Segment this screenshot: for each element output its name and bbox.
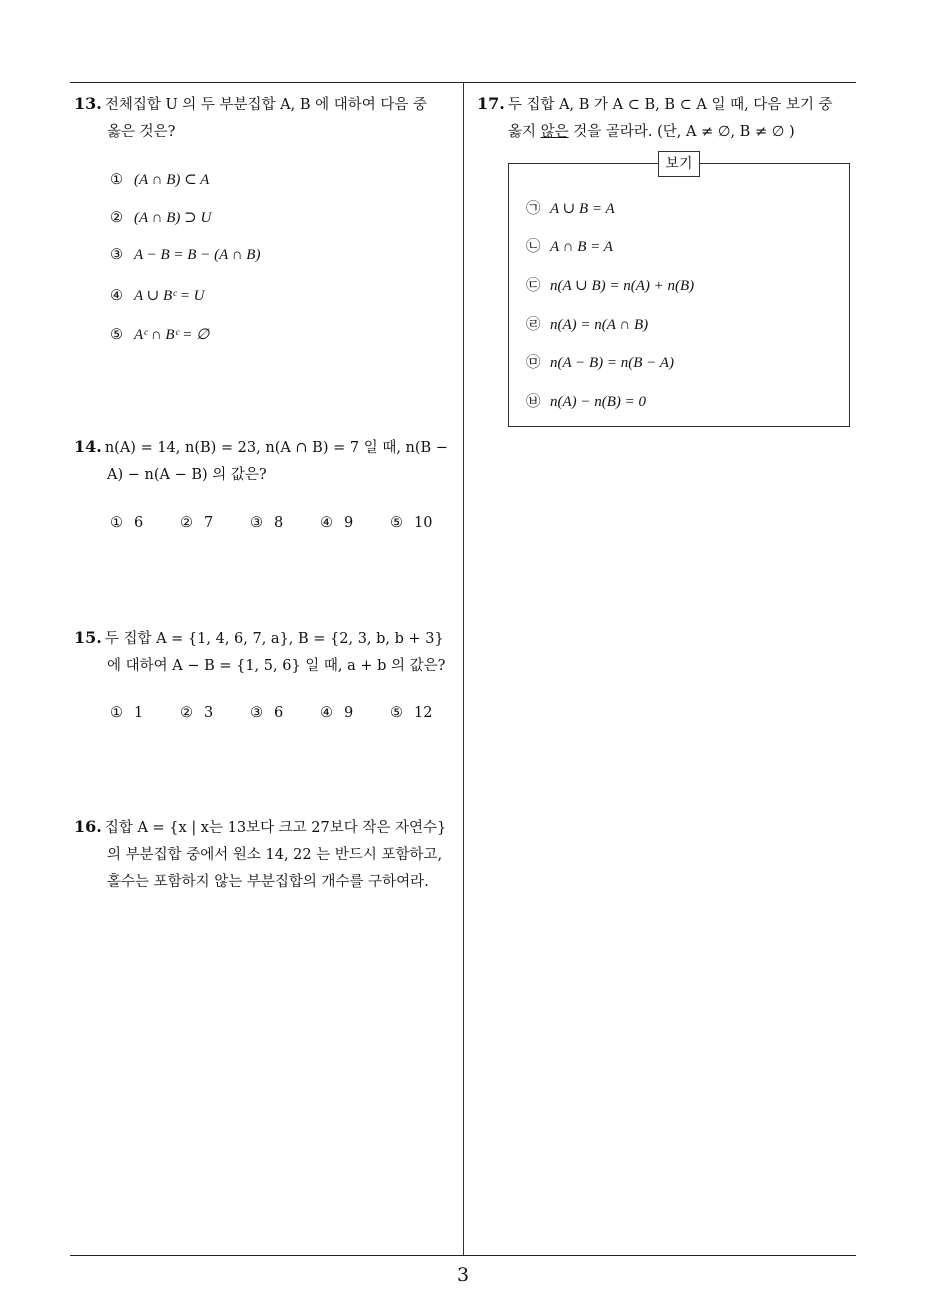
q15-choice-5[interactable] (390, 705, 432, 721)
bogi-item-2[interactable] (526, 235, 613, 256)
choice-text: 9 (344, 705, 354, 721)
question-17-text-2a: 옳지 (508, 124, 541, 140)
choice-mark: ④ (110, 288, 123, 304)
bogi-mark: ㉤ (526, 355, 541, 371)
bogi-mark: ㉠ (526, 201, 541, 217)
question-17-text-1: 두 집합 A, B 가 A ⊂ B, B ⊂ A 일 때, 다음 보기 중 (507, 97, 833, 113)
question-16-line-3: 홀수는 포함하지 않는 부분집합의 개수를 구하여라. (107, 874, 429, 890)
question-15-number: 15. (74, 628, 102, 647)
q14-choice-3[interactable] (250, 515, 283, 531)
choice-mark: ② (180, 515, 193, 531)
question-17-underlined-word: 않은 (540, 124, 569, 140)
q14-choice-2[interactable] (180, 515, 213, 531)
choice-text: 3 (204, 705, 214, 721)
choice-mark: ③ (110, 247, 123, 263)
bogi-mark: ㉢ (526, 278, 541, 294)
bogi-text: n(A) − n(B) = 0 (550, 394, 647, 410)
question-16-number: 16. (74, 817, 102, 836)
bogi-item-1[interactable] (526, 197, 615, 218)
q13-choice-1[interactable] (110, 170, 209, 189)
question-13-line-2: 옳은 것은? (107, 124, 176, 140)
bogi-item-4[interactable] (526, 313, 648, 334)
bogi-text: n(A ∪ B) = n(A) + n(B) (550, 278, 695, 294)
q15-choice-1[interactable] (110, 705, 143, 721)
question-15-line-2: 에 대하여 A − B = {1, 5, 6} 일 때, a + b 의 값은? (107, 658, 446, 674)
choice-mark: ⑤ (110, 327, 123, 343)
choice-mark: ① (110, 172, 123, 188)
choice-text: 7 (204, 515, 214, 531)
q13-choice-5[interactable] (110, 325, 209, 344)
question-15-text-1: 두 집합 A = {1, 4, 6, 7, a}, B = {2, 3, b, b + 3} (104, 631, 444, 647)
bogi-text: n(A − B) = n(B − A) (550, 355, 674, 371)
bogi-text: n(A) = n(A ∩ B) (550, 317, 649, 333)
bogi-item-6[interactable] (526, 390, 646, 411)
question-14-line-2: A) − n(A − B) 의 값은? (107, 467, 267, 483)
bogi-mark: ㉡ (526, 239, 541, 255)
choice-text: 8 (274, 515, 284, 531)
question-14-text-1: n(A) = 14, n(B) = 23, n(A ∩ B) = 7 일 때, n(B − (104, 440, 448, 456)
choice-text: (A ∩ B) ⊃ U (134, 210, 212, 226)
bogi-text: A ∪ B = A (550, 201, 615, 217)
question-14-number: 14. (74, 437, 102, 456)
q14-choice-4[interactable] (320, 515, 353, 531)
choice-text: Aᶜ ∩ Bᶜ = ∅ (134, 327, 210, 343)
question-14-line-1 (74, 433, 459, 462)
bogi-mark: ㉥ (526, 394, 541, 410)
choice-mark: ③ (250, 515, 263, 531)
question-17-number: 17. (477, 94, 505, 113)
choice-text: 6 (134, 515, 144, 531)
bogi-item-5[interactable] (526, 351, 674, 372)
question-13 (74, 90, 459, 146)
choice-text: 12 (414, 705, 433, 721)
question-15-line-1 (74, 624, 459, 653)
bogi-item-3[interactable] (526, 274, 694, 295)
question-16-text-1: 집합 A = {x | x는 13보다 크고 27보다 작은 자연수} (104, 820, 447, 836)
choice-text: A − B = B − (A ∩ B) (134, 247, 261, 263)
choice-mark: ⑤ (390, 515, 403, 531)
choice-mark: ③ (250, 705, 263, 721)
q14-choice-1[interactable] (110, 515, 143, 531)
question-16-line-1 (74, 813, 459, 842)
choice-text: 10 (414, 515, 433, 531)
question-17 (477, 90, 862, 146)
choice-mark: ④ (320, 705, 333, 721)
question-17-text-2b: 것을 골라라. (단, A ≠ ∅, B ≠ ∅ ) (568, 124, 795, 140)
choice-mark: ⑤ (390, 705, 403, 721)
q13-choice-4[interactable] (110, 286, 205, 305)
choice-mark: ② (110, 210, 123, 226)
bogi-text: A ∩ B = A (550, 239, 613, 255)
choice-text: 1 (134, 705, 144, 721)
page-number: 3 (456, 1264, 470, 1286)
choice-text: A ∪ Bᶜ = U (134, 288, 205, 304)
choice-text: (A ∩ B) ⊂ A (134, 172, 210, 188)
choice-mark: ① (110, 705, 123, 721)
question-16-line-2: 의 부분집합 중에서 원소 14, 22 는 반드시 포함하고, (107, 847, 443, 863)
choice-text: 6 (274, 705, 284, 721)
question-17-line-1 (477, 90, 862, 119)
q14-choice-5[interactable] (390, 515, 432, 531)
q15-choice-3[interactable] (250, 705, 283, 721)
question-15 (74, 624, 459, 680)
q15-choice-4[interactable] (320, 705, 353, 721)
question-16 (74, 813, 459, 896)
question-17-line-2 (477, 119, 862, 146)
question-13-line-1 (74, 90, 459, 119)
question-13-text-1: 전체집합 U 의 두 부분집합 A, B 에 대하여 다음 중 (104, 97, 428, 113)
column-divider (463, 83, 464, 1255)
question-14 (74, 433, 459, 489)
q15-choice-2[interactable] (180, 705, 213, 721)
bogi-box-title: 보기 (658, 151, 700, 177)
choice-text: 9 (344, 515, 354, 531)
q13-choice-3[interactable] (110, 247, 260, 264)
choice-mark: ④ (320, 515, 333, 531)
bottom-rule (70, 1255, 856, 1256)
bogi-mark: ㉣ (526, 317, 541, 333)
question-13-number: 13. (74, 94, 102, 113)
choice-mark: ① (110, 515, 123, 531)
choice-mark: ② (180, 705, 193, 721)
q13-choice-2[interactable] (110, 208, 211, 227)
